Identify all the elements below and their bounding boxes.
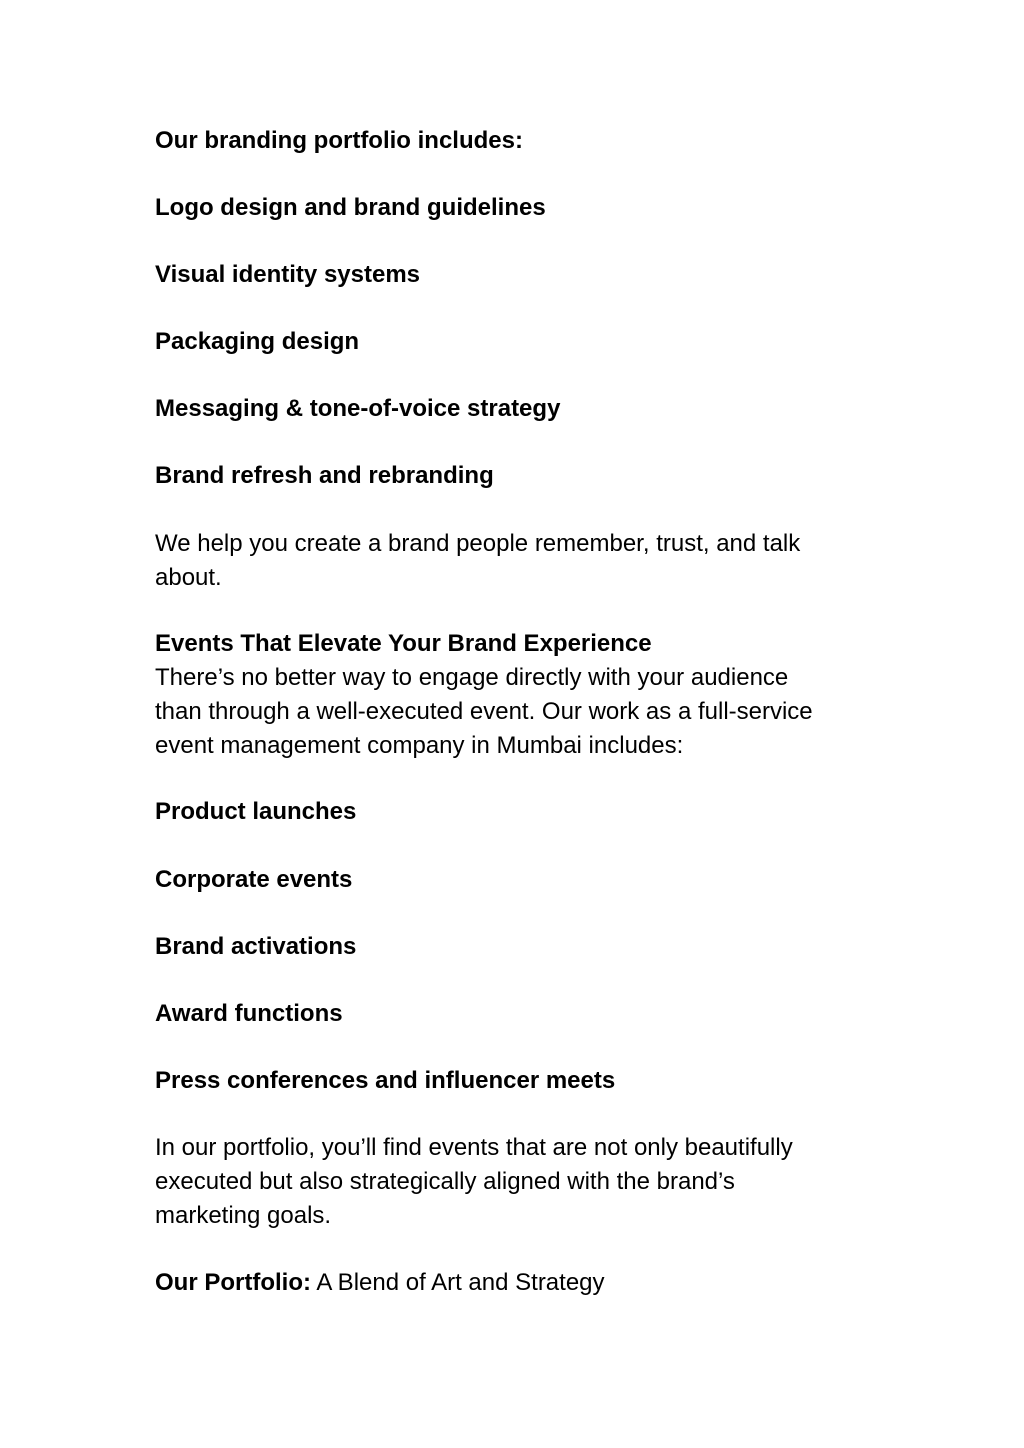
portfolio-line [155, 1266, 605, 1300]
branding-item-packaging: Packaging design [155, 328, 360, 355]
events-intro-line: There’s no better way to engage directly with your audience [155, 664, 789, 691]
branding-item-rebranding: Brand refresh and rebranding [155, 462, 494, 489]
branding-closing-line: We help you create a brand people remember, trust, and talk [155, 530, 801, 557]
portfolio-text: A Blend of Art and Strategy [310, 1269, 605, 1296]
branding-closing-paragraph [155, 527, 855, 595]
events-item-corporate-events: Corporate events [155, 866, 353, 893]
events-heading: Events That Elevate Your Brand Experience [155, 630, 652, 657]
events-closing-line: marketing goals. [155, 1202, 332, 1229]
events-closing-line: executed but also strategically aligned with the brand’s [155, 1168, 735, 1195]
portfolio-label: Our Portfolio: [155, 1269, 311, 1296]
branding-item-messaging: Messaging & tone-of-voice strategy [155, 395, 561, 422]
events-intro-line: event management company in Mumbai includes: [155, 732, 684, 759]
events-item-product-launches: Product launches [155, 798, 357, 825]
branding-heading: Our branding portfolio includes: [155, 127, 523, 154]
events-item-brand-activations: Brand activations [155, 933, 357, 960]
events-closing-line: In our portfolio, you’ll find events that are not only beautifully [155, 1134, 793, 1161]
events-intro-line: than through a well-executed event. Our work as a full-service [155, 698, 813, 725]
events-item-award-functions: Award functions [155, 1000, 343, 1027]
branding-item-logo: Logo design and brand guidelines [155, 194, 546, 221]
events-closing-paragraph [155, 1131, 855, 1233]
events-intro-paragraph [155, 661, 855, 763]
branding-closing-line: about. [155, 564, 222, 591]
events-item-press-conferences: Press conferences and influencer meets [155, 1067, 616, 1094]
branding-item-visual-identity: Visual identity systems [155, 261, 421, 288]
